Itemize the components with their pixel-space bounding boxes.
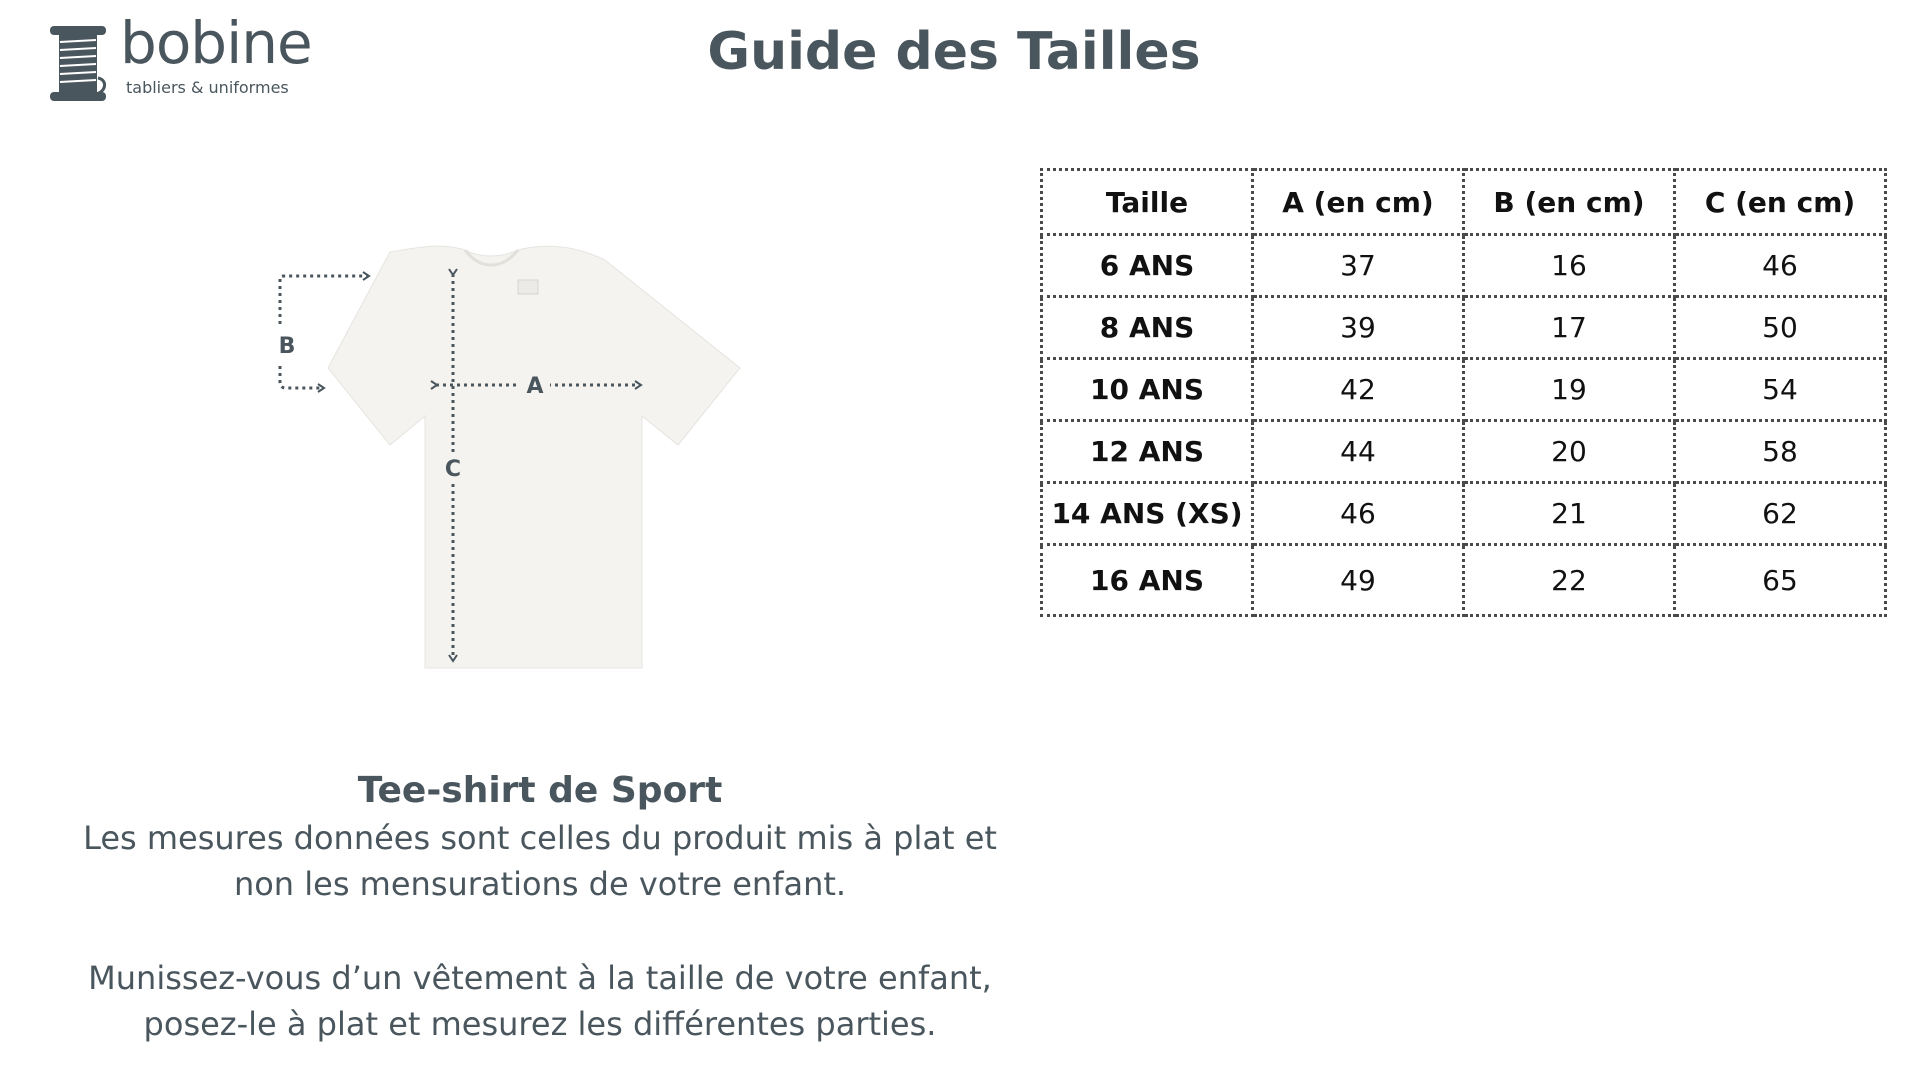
size-cell: 6 ANS (1042, 235, 1253, 297)
measurement-instructions-line: Munissez-vous d’un vêtement à la taille de votre enfant, (88, 959, 992, 997)
dimension-label-c: C (444, 457, 462, 482)
a-value-cell: 44 (1253, 421, 1464, 483)
c-value-cell: 50 (1675, 297, 1886, 359)
measurement-note-line: non les mensurations de votre enfant. (233, 865, 847, 903)
table-row (1042, 483, 1886, 545)
page-title (0, 22, 1920, 82)
size-cell: 12 ANS (1042, 421, 1253, 483)
size-cell: 14 ANS (XS) (1042, 483, 1253, 545)
b-value-cell: 19 (1464, 359, 1675, 421)
c-value-cell: 54 (1675, 359, 1886, 421)
measurement-note-line: Les mesures données sont celles du produit mis à plat et (83, 819, 997, 857)
c-value-cell: 62 (1675, 483, 1886, 545)
column-header-b: B (en cm) (1464, 170, 1675, 235)
measurement-note (40, 815, 1040, 907)
b-value-cell: 17 (1464, 297, 1675, 359)
measurement-instructions-line: posez-le à plat et mesurez les différentes parties. (143, 1005, 937, 1043)
size-cell: 10 ANS (1042, 359, 1253, 421)
table-row (1042, 359, 1886, 421)
table-row (1042, 235, 1886, 297)
a-value-cell: 46 (1253, 483, 1464, 545)
c-value-cell: 58 (1675, 421, 1886, 483)
dimension-label-b: B (278, 334, 296, 359)
b-value-cell: 21 (1464, 483, 1675, 545)
a-value-cell: 37 (1253, 235, 1464, 297)
tshirt-illustration (240, 220, 800, 720)
table-row (1042, 545, 1886, 616)
column-header-a: A (en cm) (1253, 170, 1464, 235)
size-cell: 16 ANS (1042, 545, 1253, 616)
measurement-instructions (40, 955, 1040, 1047)
table-row (1042, 421, 1886, 483)
b-value-cell: 22 (1464, 545, 1675, 616)
neck-label (518, 280, 538, 294)
product-title: Tee-shirt de Sport (357, 770, 723, 811)
a-value-cell: 49 (1253, 545, 1464, 616)
brand-tagline: tabliers & uniformes (126, 78, 289, 97)
b-value-cell: 16 (1464, 235, 1675, 297)
brand-wordmark: bobine (120, 9, 312, 77)
c-value-cell: 46 (1675, 235, 1886, 297)
table-row (1042, 297, 1886, 359)
tshirt-measurement-diagram (240, 220, 800, 720)
column-header-size: Taille (1042, 170, 1253, 235)
size-cell: 8 ANS (1042, 297, 1253, 359)
column-header-c: C (en cm) (1675, 170, 1886, 235)
c-value-cell: 65 (1675, 545, 1886, 616)
dimension-label-a: A (526, 374, 544, 399)
size-table (1040, 168, 1887, 617)
a-value-cell: 42 (1253, 359, 1464, 421)
tshirt-shape (328, 246, 740, 668)
sleeve-arrow-b-bottom (280, 366, 323, 388)
page-title-text: Guide des Tailles (707, 22, 1201, 82)
table-header-row (1042, 170, 1886, 235)
a-value-cell: 39 (1253, 297, 1464, 359)
b-value-cell: 20 (1464, 421, 1675, 483)
